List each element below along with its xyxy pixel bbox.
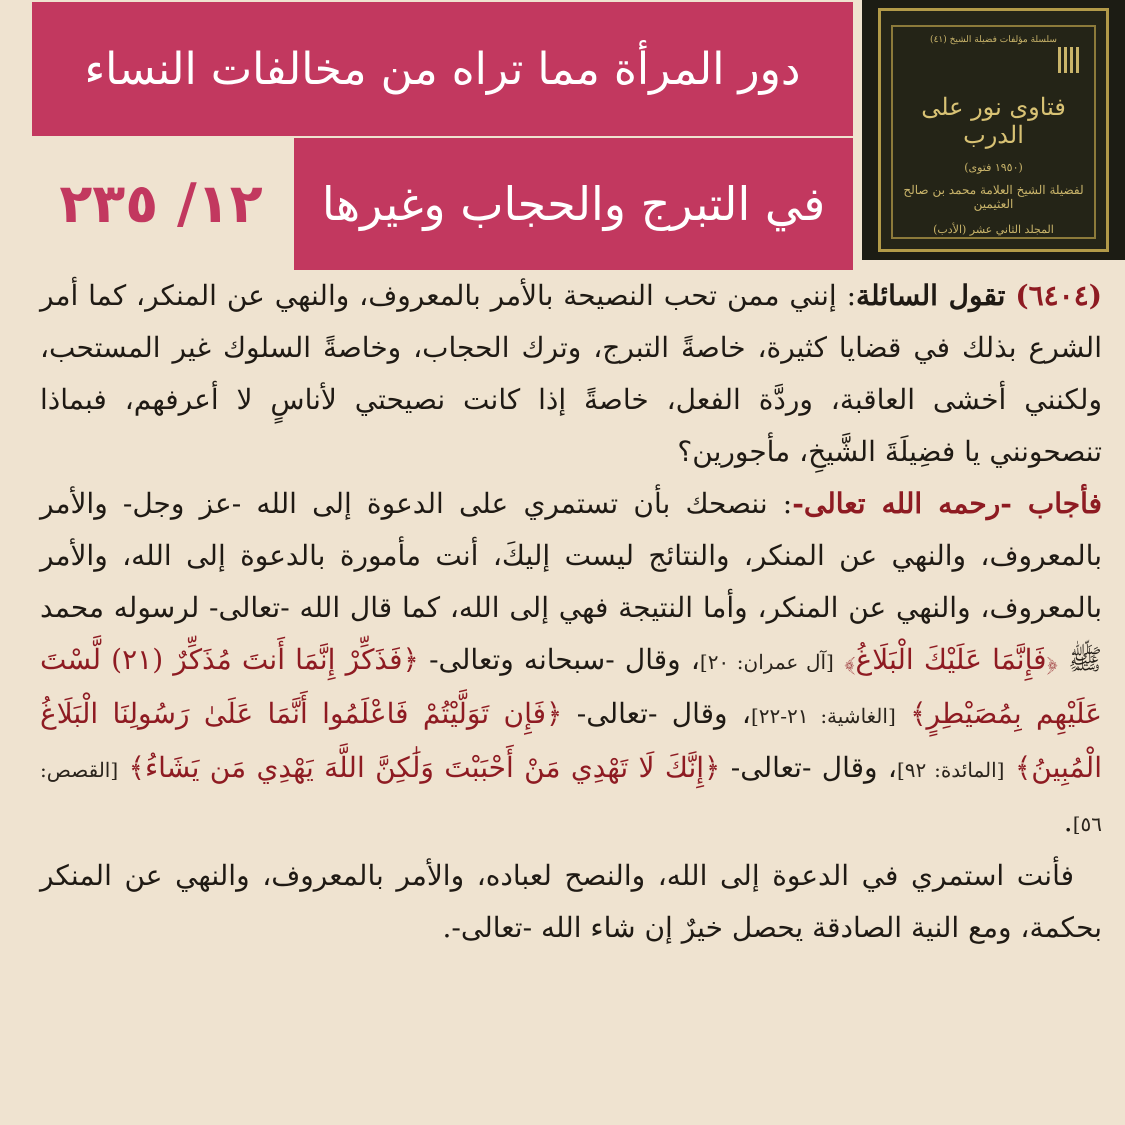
book-author: لفضيلة الشيخ العلامة محمد بن صالح العثيمين	[903, 183, 1084, 211]
answer-paragraph	[40, 478, 1102, 850]
quran-verse-4: ﴿إِنَّكَ لَا تَهْدِي مَنْ أَحْبَبْتَ وَلَٰكِنَّ اللَّهَ يَهْدِي مَن يَشَاءُ﴾	[128, 751, 721, 784]
book-fatwa-count: (١٩٥٠ فتوى)	[964, 161, 1023, 174]
quran-verse-2: ﴿فَذَكِّرْ إِنَّمَا أَنتَ مُذَكِّرٌ (٢١) لَّسْتَ عَلَيْهِم بِمُصَيْطِرٍ﴾	[40, 643, 1102, 730]
books-logo-icon	[1058, 47, 1080, 73]
book-cover-image	[862, 0, 1125, 260]
answer-label: فأجاب -رحمه الله تعالى-	[792, 487, 1102, 520]
title-banner-line2	[294, 138, 853, 270]
question-text: : إنني ممن تحب النصيحة بالأمر بالمعروف، والنهي عن المنكر، كما أمر الشرع بذلك في قضايا كثيرة، خاصةً التبرج، وترك الحجاب، وخاصةً السلوك غير المستحب، ولكنني أخشى العاقبة، وردَّة الفعل، خاصةً إذا كانت نصيحتي لأناسٍ لا أعرفهم، فبماذا تنصحونني يا فضِيلَةَ الشَّيخِ، مأجورين؟	[40, 279, 1102, 468]
book-cover-panel	[878, 8, 1109, 252]
quran-verse-1: ﴿فَإِنَّمَا عَلَيْكَ الْبَلَاغُ﴾	[844, 643, 1059, 676]
question-label: تقول السائلة	[856, 279, 1006, 312]
closing-paragraph	[40, 850, 1102, 954]
book-title: فتاوى نور على الدرب	[921, 93, 1066, 149]
page-text	[40, 270, 1102, 954]
verse-citation-4: [القصص: ٥٦]	[40, 758, 1102, 836]
answer-end: .	[1063, 805, 1073, 838]
answer-text-2: ، وقال -سبحانه وتعالى-	[418, 643, 700, 676]
verse-citation-1: [آل عمران: ٢٠]	[699, 650, 834, 674]
question-paragraph	[40, 270, 1102, 478]
volume-page-reference: ١٢/ ٢٣٥	[59, 171, 263, 235]
closing-text: فأنت استمري في الدعوة إلى الله، والنصح لعباده، والأمر بالمعروف، والنهي عن المنكر بحكمة، ومع النية الصادقة يحصل خيرٌ إن شاء الله -تعالى-.	[40, 859, 1102, 944]
page-subtitle: في التبرج والحجاب وغيرها	[321, 177, 826, 231]
question-number: (٦٤٠٤)	[1015, 279, 1102, 312]
quran-verse-3: ﴿فَإِن تَوَلَّيْتُمْ فَاعْلَمُوا أَنَّمَا عَلَىٰ رَسُولِنَا الْبَلَاغُ الْمُبِينُ﴾	[40, 697, 1102, 784]
answer-text-1: : ننصحك بأن تستمري على الدعوة إلى الله -عز وجل- والأمر بالمعروف، والنهي عن المنكر، والنتائج ليست إليكَ، أنت مأمورة بالدعوة إلى الله، والأمر بالمعروف، والنهي عن المنكر، وأما النتيجة فهي إلى الله، كما قال الله -تعالى- لرسوله محمد ﷺ	[40, 487, 1103, 676]
answer-text-3: ، وقال -تعالى-	[562, 697, 751, 730]
page-title: دور المرأة مما تراه من مخالفات النساء	[84, 43, 801, 95]
title-banner-line1	[32, 2, 853, 136]
verse-citation-2: [الغاشية: ٢١-٢٢]	[750, 704, 896, 728]
verse-citation-3: [المائدة: ٩٢]	[896, 758, 1005, 782]
answer-text-4: ، وقال -تعالى-	[720, 751, 897, 784]
book-series: سلسلة مؤلفات فضيلة الشيخ (٤١)	[930, 35, 1057, 45]
book-volume: المجلد الثاني عشر (الأدب)	[933, 223, 1054, 236]
